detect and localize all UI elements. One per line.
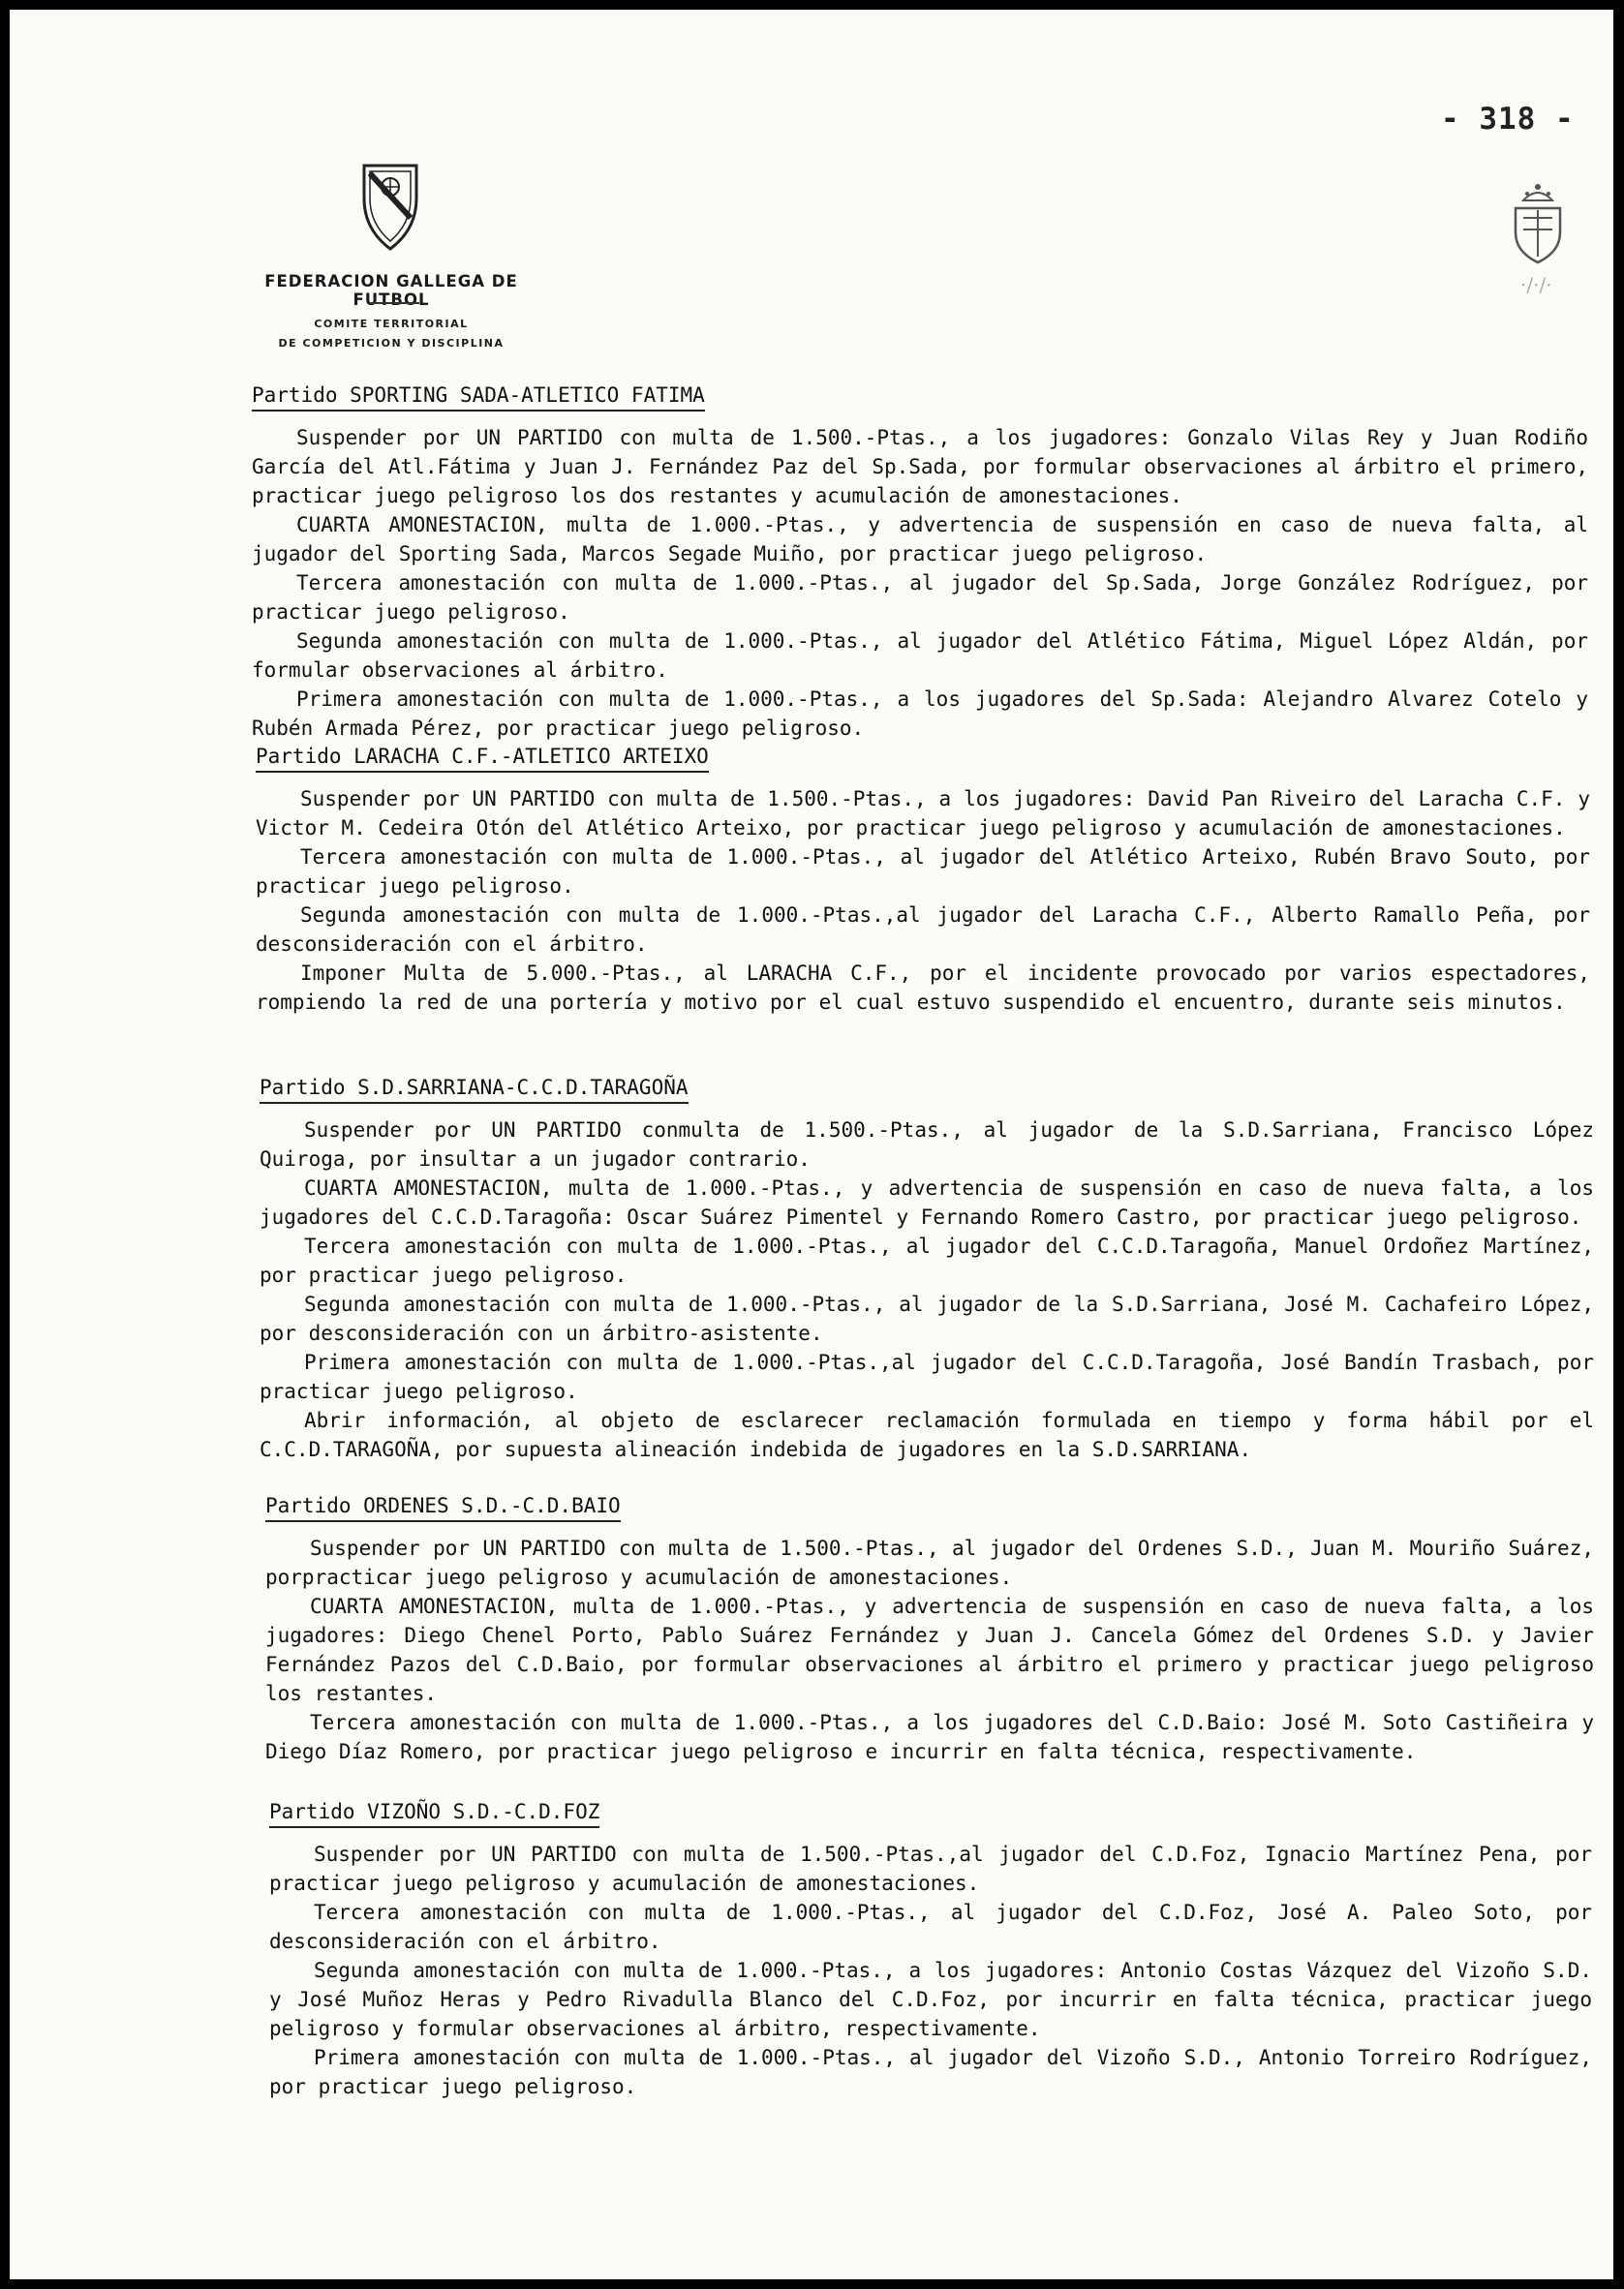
match-title: Partido S.D.SARRIANA-C.C.D.TARAGOÑA [260,1073,689,1104]
ruling-paragraph: Tercera amonestación con multa de 1.000.-Ptas., a los jugadores del C.D.Baio: José M. Soto Castiñeira y Diego Díaz Romero, por practicar juego peligroso e incurrir en falta técnica, respectivamente. [265,1711,1594,1763]
ruling-paragraph: Suspender por UN PARTIDO con multa de 1.500.-Ptas., al jugador del Ordenes S.D., Juan M. Mouriño Suárez, porpracticar juego peligroso y acumulación de amonestaciones. [265,1537,1594,1589]
ruling-paragraph: CUARTA AMONESTACION, multa de 1.000.-Ptas., y advertencia de suspensión en caso de nueva falta, a los jugadores: Diego Chenel Porto, Pablo Suárez Fernández y Juan J. Cancela Gómez del Ordenes S.D. y Javier Fernández Pazos del C.D.Baio, por formular observaciones al árbitro el primero y practicar juego peligroso los restantes. [265,1595,1594,1705]
org-divider [371,302,419,304]
ruling-paragraph: Primera amonestación con multa de 1.000.-Ptas., a los jugadores del Sp.Sada: Alejandro Alvarez Cotelo y Rubén Armada Pérez, por practicar juego peligroso. [252,687,1588,740]
ruling-paragraph: Abrir información, al objeto de esclarecer reclamación formulada en tiempo y forma hábil por el C.C.D.TARAGOÑA, por supuesta alineación indebida de jugadores en la S.D.SARRIANA. [260,1409,1594,1461]
ruling-paragraph: CUARTA AMONESTACION, multa de 1.000.-Ptas., y advertencia de suspensión en caso de nueva falta, a los jugadores del C.C.D.Taragoña: Oscar Suárez Pimentel y Fernando Romero Castro, por practicar juego peligroso. [260,1176,1594,1229]
match-title: Partido SPORTING SADA-ATLETICO FATIMA [252,381,705,412]
ruling-paragraph: Suspender por UN PARTIDO con multa de 1.500.-Ptas., a los jugadores: David Pan Riveiro del Laracha C.F. y Victor M. Cedeira Otón del Atlético Arteixo, por practicar juego peligroso y acumulación de amonestaciones. [256,787,1590,839]
committee-line-2: DE COMPETICION Y DISCIPLINA [278,337,505,350]
ruling-paragraph: Segunda amonestación con multa de 1.000.-Ptas.,al jugador del Laracha C.F., Alberto Ramallo Peña, por desconsideración con el árbitro. [256,903,1590,956]
ruling-paragraph: Tercera amonestación con multa de 1.000.-Ptas., al jugador del Atlético Arteixo, Rubén Bravo Souto, por practicar juego peligroso. [256,845,1590,898]
ruling-paragraph: Tercera amonestación con multa de 1.000.-Ptas., al jugador del Sp.Sada, Jorge González Rodríguez, por practicar juego peligroso. [252,571,1588,624]
ruling-paragraph: Tercera amonestación con multa de 1.000.-Ptas., al jugador del C.D.Foz, José A. Paleo Soto, por desconsideración con el árbitro. [269,1901,1592,1953]
page-number: - 318 - [1441,102,1575,137]
match-title: Partido VIZOÑO S.D.-C.D.FOZ [269,1797,599,1828]
ruling-paragraph: Suspender por UN PARTIDO con multa de 1.500.-Ptas.,al jugador del C.D.Foz, Ignacio Martínez Pena, por practicar juego peligroso y acumulación de amonestaciones. [269,1843,1592,1895]
match-section-1 [252,381,1588,743]
ruling-paragraph: Suspender por UN PARTIDO con multa de 1.500.-Ptas., a los jugadores: Gonzalo Vilas Rey y Juan Rodiño García del Atl.Fátima y Juan J. Fernández Paz del Sp.Sada, por formular observaciones al árbitro el primero, practicar juego peligroso los dos restantes y acumulación de amonestaciones. [252,426,1588,507]
match-title: Partido LARACHA C.F.-ATLETICO ARTEIXO [256,742,709,773]
ruling-paragraph: Primera amonestación con multa de 1.000.-Ptas., al jugador del Vizoño S.D., Antonio Torreiro Rodríguez, por practicar juego peligroso. [269,2046,1592,2098]
crowned-shield-emblem-icon [1504,179,1572,266]
shield-emblem-icon [360,160,420,252]
ruling-paragraph: Suspender por UN PARTIDO conmulta de 1.500.-Ptas., al jugador de la S.D.Sarriana, Francisco López Quiroga, por insultar a un jugador contrario. [260,1118,1594,1171]
committee-line-1: COMITE TERRITORIAL [314,318,469,330]
ruling-paragraph: CUARTA AMONESTACION, multa de 1.000.-Ptas., y advertencia de suspensión en caso de nueva falta, al jugador del Sporting Sada, Marcos Segade Muiño, por practicar juego peligroso. [252,513,1588,565]
org-name: FEDERACION GALLEGA DE FUTBOL [264,272,518,309]
ruling-paragraph: Segunda amonestación con multa de 1.000.-Ptas., a los jugadores: Antonio Costas Vázquez del Vizoño S.D. y José Muñoz Heras y Pedro Rivadulla Blanco del C.D.Foz, por incurrir en falta técnica, practicar juego peligroso y formular observaciones al árbitro, respectivamente. [269,1959,1592,2040]
match-section-4 [265,1491,1594,1766]
margin-note: ·/·/· [1520,273,1552,296]
match-section-2 [256,742,1590,1017]
ruling-paragraph: Segunda amonestación con multa de 1.000.-Ptas., al jugador de la S.D.Sarriana, José M. Cachafeiro López, por desconsideración con un árbitro-asistente. [260,1293,1594,1345]
document-page [10,10,1613,2279]
ruling-paragraph: Imponer Multa de 5.000.-Ptas., al LARACHA C.F., por el incidente provocado por varios espectadores, rompiendo la red de una portería y motivo por el cual estuvo suspendido el encuentro, durante seis minutos. [256,961,1590,1014]
ruling-paragraph: Primera amonestación con multa de 1.000.-Ptas.,al jugador del C.C.D.Taragoña, José Bandín Trasbach, por practicar juego peligroso. [260,1351,1594,1403]
ruling-paragraph: Tercera amonestación con multa de 1.000.-Ptas., al jugador del C.C.D.Taragoña, Manuel Ordoñez Martínez, por practicar juego peligroso. [260,1235,1594,1287]
match-title: Partido ORDENES S.D.-C.D.BAIO [265,1491,621,1522]
ruling-paragraph: Segunda amonestación con multa de 1.000.-Ptas., al jugador del Atlético Fátima, Miguel López Aldán, por formular observaciones al árbitro. [252,629,1588,682]
match-section-5 [269,1797,1592,2101]
match-section-3 [260,1073,1594,1464]
